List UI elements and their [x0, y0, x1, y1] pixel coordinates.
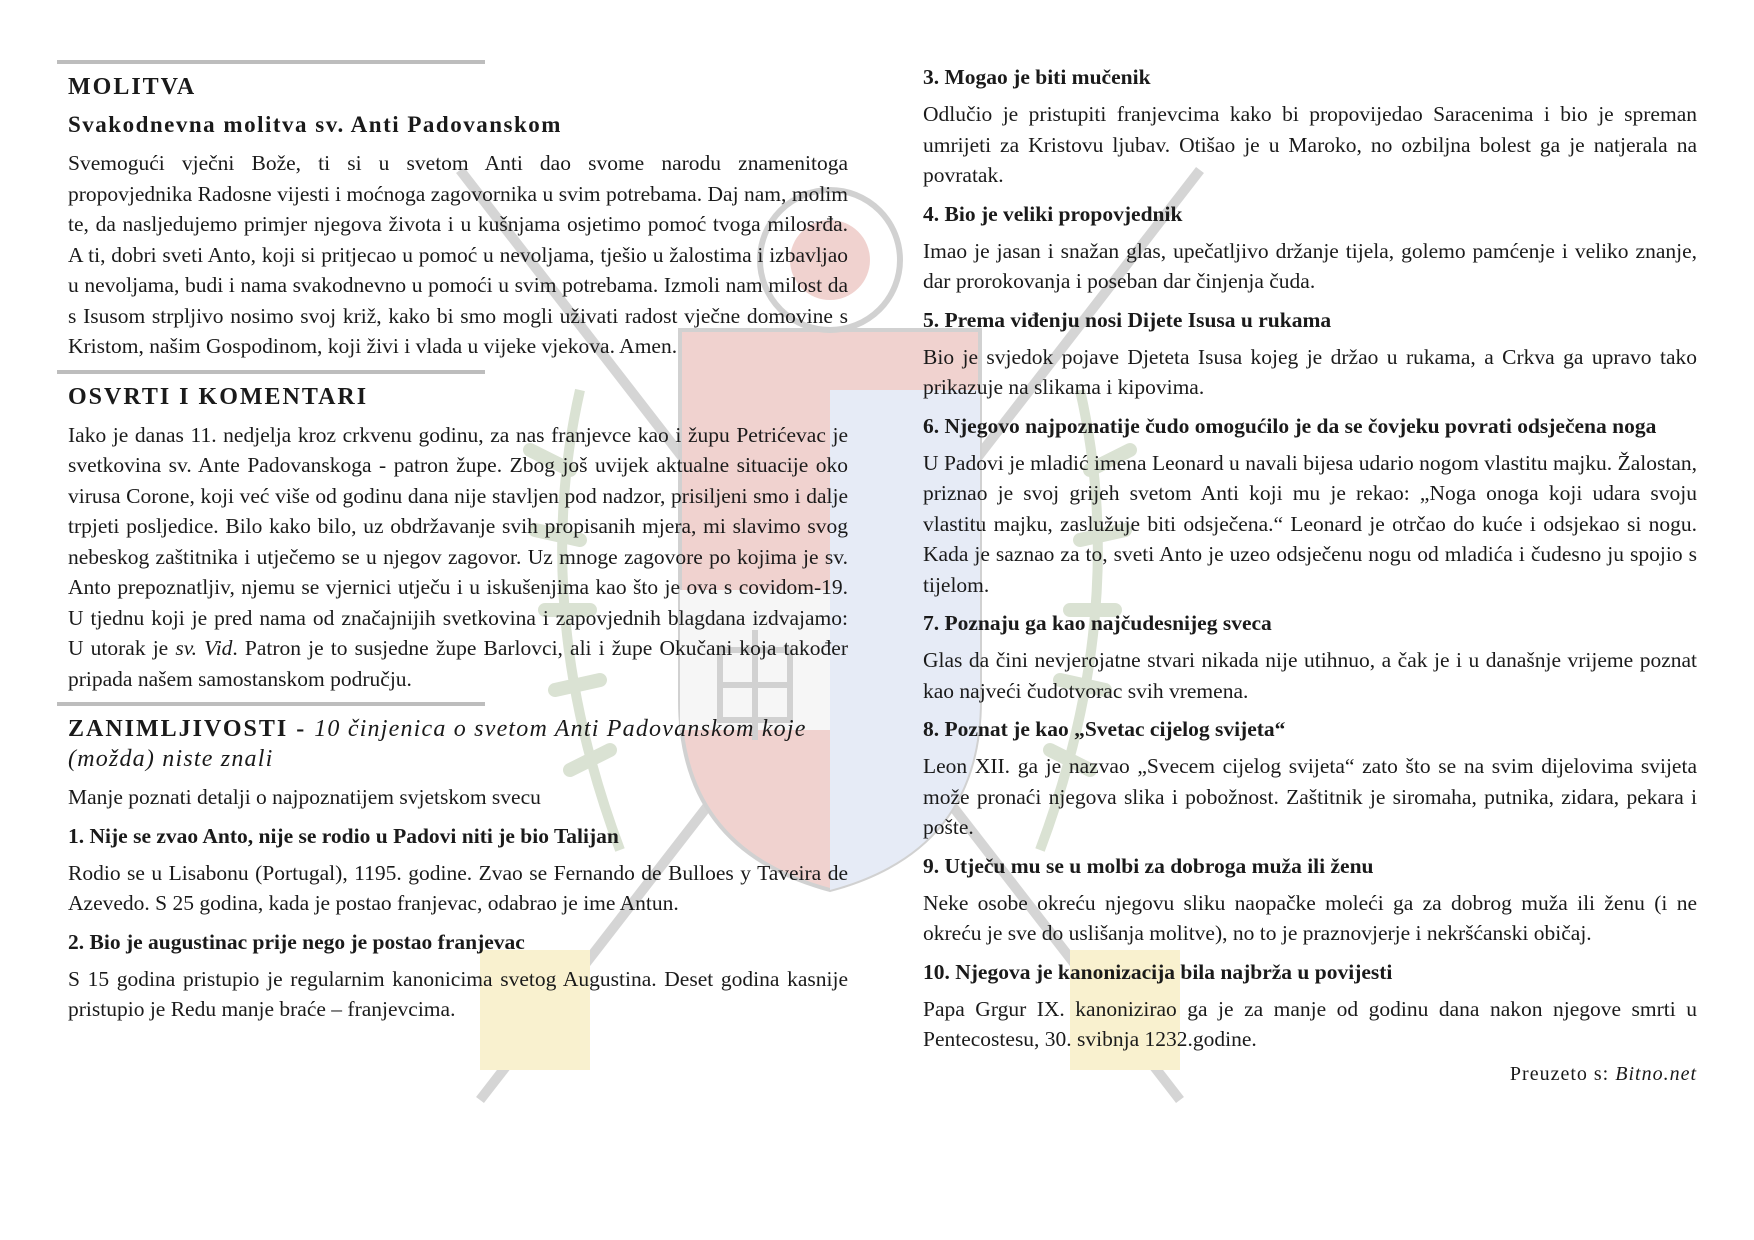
fact-title: 4. Bio je veliki propovjednik [923, 201, 1183, 226]
fact-title: 3. Mogao je biti mučenik [923, 65, 1151, 89]
fact-text: Papa Grgur IX. kanonizirao ga je za manje od godinu dana nakon njegove smrti u Pentecostesu, 30. svibnja 1232.godine. [923, 996, 1697, 1051]
fact-title: 7. Poznaju ga kao najčudesnijeg sveca [923, 611, 1272, 635]
fact-text: Imao je jasan i snažan glas, upečatljivo držanje tijela, golemo pamćenje i veliko znanje, dar prorokovanja i poseban dar činjenja čuda. [923, 238, 1697, 293]
fact-text: Rodio se u Lisabonu (Portugal), 1195. godine. Zvao se Fernando de Bulloes y Taveira de Azevedo. S 25 godina, kada je postao franjevac, odabrao je ime Antun. [68, 860, 848, 915]
fact-text: Neke osobe okreću njegovu sliku naopačke moleći ga za dobrog muža ili ženu (i ne okreću je sve do uslišanja molitve), no to je praznovjerje i nekršćanski običaj. [923, 890, 1697, 945]
source-credit [915, 1063, 1697, 1086]
fact-text: U Padovi je mladić imena Leonard u navali bijesa udario nogom vlastitu majku. Žalostan, priznao je svoj grijeh svetom Anti koji mu je rekao: „Noga onoga koji udara svoju vlastitu majku, zaslužuje biti odsječena.“ Leonard je otrčao do kuće i odsjekao si nogu. Kada je saznao za to, sveti Anto je uzeo odsječenu nogu od mladića i čudesno ju spojio s tijelom. [923, 450, 1697, 597]
fact-title: 6. Njegovo najpoznatije čudo omogućilo je da se čovjeku povrati odsječena noga [923, 413, 1657, 438]
comments-heading: OSVRTI I KOMENTARI [68, 383, 369, 410]
facts-heading [68, 714, 848, 774]
fact-text: Odlučio je pristupiti franjevcima kako bi propovijedao Saracenima i bio je spreman umrijeti za Kristovu ljubav. Otišao je u Maroko, no ozbiljna bolest ga je natjerala na povratak. [923, 102, 1697, 187]
credit-label: Preuzeto s: [1509, 1062, 1616, 1085]
comments-text-part-2: . Patron je to susjedne župe Barlovci, ali i župe Okučani koja također pripada našem samostanskom području. [68, 636, 849, 691]
facts-heading-main: ZANIMLJIVOSTI - [68, 716, 315, 742]
credit-source: Bitno.net [1615, 1062, 1697, 1085]
facts-subheading: 10 činjenica o svetom Anti Padovanskom koje (možda) niste znali [68, 716, 807, 772]
fact-title: 5. Prema viđenju nosi Dijete Isusa u rukama [923, 307, 1332, 332]
prayer-heading: MOLITVA [68, 74, 197, 100]
fact-title: 2. Bio je augustinac prije nego je postao franjevac [68, 929, 525, 954]
fact-text: Bio je svjedok pojave Djeteta Isusa kojeg je držao u rukama, a Crkva ga upravo tako prikazuje na slikama i kipovima. [923, 344, 1697, 399]
left-column [60, 60, 848, 1033]
fact-text: Leon XII. ga je nazvao „Svecem cijelog svijeta“ zato što se na svim dijelovima svijeta može pronaći njegova slika i pobožnost. Zaštitnik je siromaha, putnika, zidara, pekara i pošte. [923, 754, 1697, 839]
right-column [915, 62, 1697, 1086]
fact-text: S 15 godina pristupio je regularnim kanonicima svetog Augustina. Deset godina kasnije pristupio je Redu manje braće – franjevcima. [68, 966, 848, 1021]
facts-intro: Manje poznati detalji o najpoznatijem svjetskom svecu [68, 785, 541, 809]
fact-text: Glas da čini nevjerojatne stvari nikada nije utihnuo, a čak je i u današnje vrijeme poznat kao najveći čudotvorac svih vremena. [923, 648, 1697, 703]
fact-title: 10. Njegova je kanonizacija bila najbrža u povijesti [923, 959, 1393, 984]
comments-text [68, 420, 848, 695]
prayer-text: Svemogući vječni Bože, ti si u svetom Anti dao svome narodu znamenitoga propovjednika Radosne vijesti i moćnoga zagovornika u svim potrebama. Daj nam, molim te, da nasljedujemo primjer njegova života i u kušnjama osjetimo pomoć tvoga milosrđa. A ti, dobri sveti Anto, koji si pritjecao u pomoć u nevoljama, tješio u žalostima i izbavljao u nevoljama, budi i nama svakodnevno u pomoći u svim potrebama. Izmoli nam milost da s Isusom strpljivo nosimo svoj križ, kako bi smo mogli uživati radost vječne domovine s Kristom, našim Gospodinom, koji živi i vlada u vijeke vjekova. Amen. [68, 151, 848, 358]
section-divider [57, 60, 485, 64]
comments-text-part-1: Iako je danas 11. nedjelja kroz crkvenu godinu, za nas franjevce kao i župu Petrićevac je svetkovina sv. Ante Padovanskoga - patron župe. Zbog još uvijek aktualne situacije oko virusa Corone, koji već više od godinu dana nije stavljen pod nadzor, prisiljeni smo i dalje trpjeti posljedice. Bilo kako bilo, uz obdržavanje svih propisanih mjera, mi slavimo svog nebeskog zaštitnika i utječemo se u njegov zagovor. Uz mnoge zagovore po kojima je sv. Anto prepoznatljiv, njemu se vjernici utječu i u iskušenjima kao što je ova s covidom-19. U tjednu koji je pred nama od značajnijih svetkovina i zapovjednih blagdana izdvajamo: U utorak je [68, 422, 848, 660]
section-divider [57, 702, 485, 706]
prayer-title: Svakodnevna molitva sv. Anti Padovanskom [68, 112, 562, 137]
comments-saint: sv. Vid [175, 636, 233, 660]
fact-title: 9. Utječu mu se u molbi za dobroga muža ili ženu [923, 853, 1374, 878]
fact-title: 1. Nije se zvao Anto, nije se rodio u Padovi niti je bio Talijan [68, 823, 619, 848]
fact-title: 8. Poznat je kao „Svetac cijelog svijeta“ [923, 717, 1286, 741]
section-divider [57, 370, 485, 374]
